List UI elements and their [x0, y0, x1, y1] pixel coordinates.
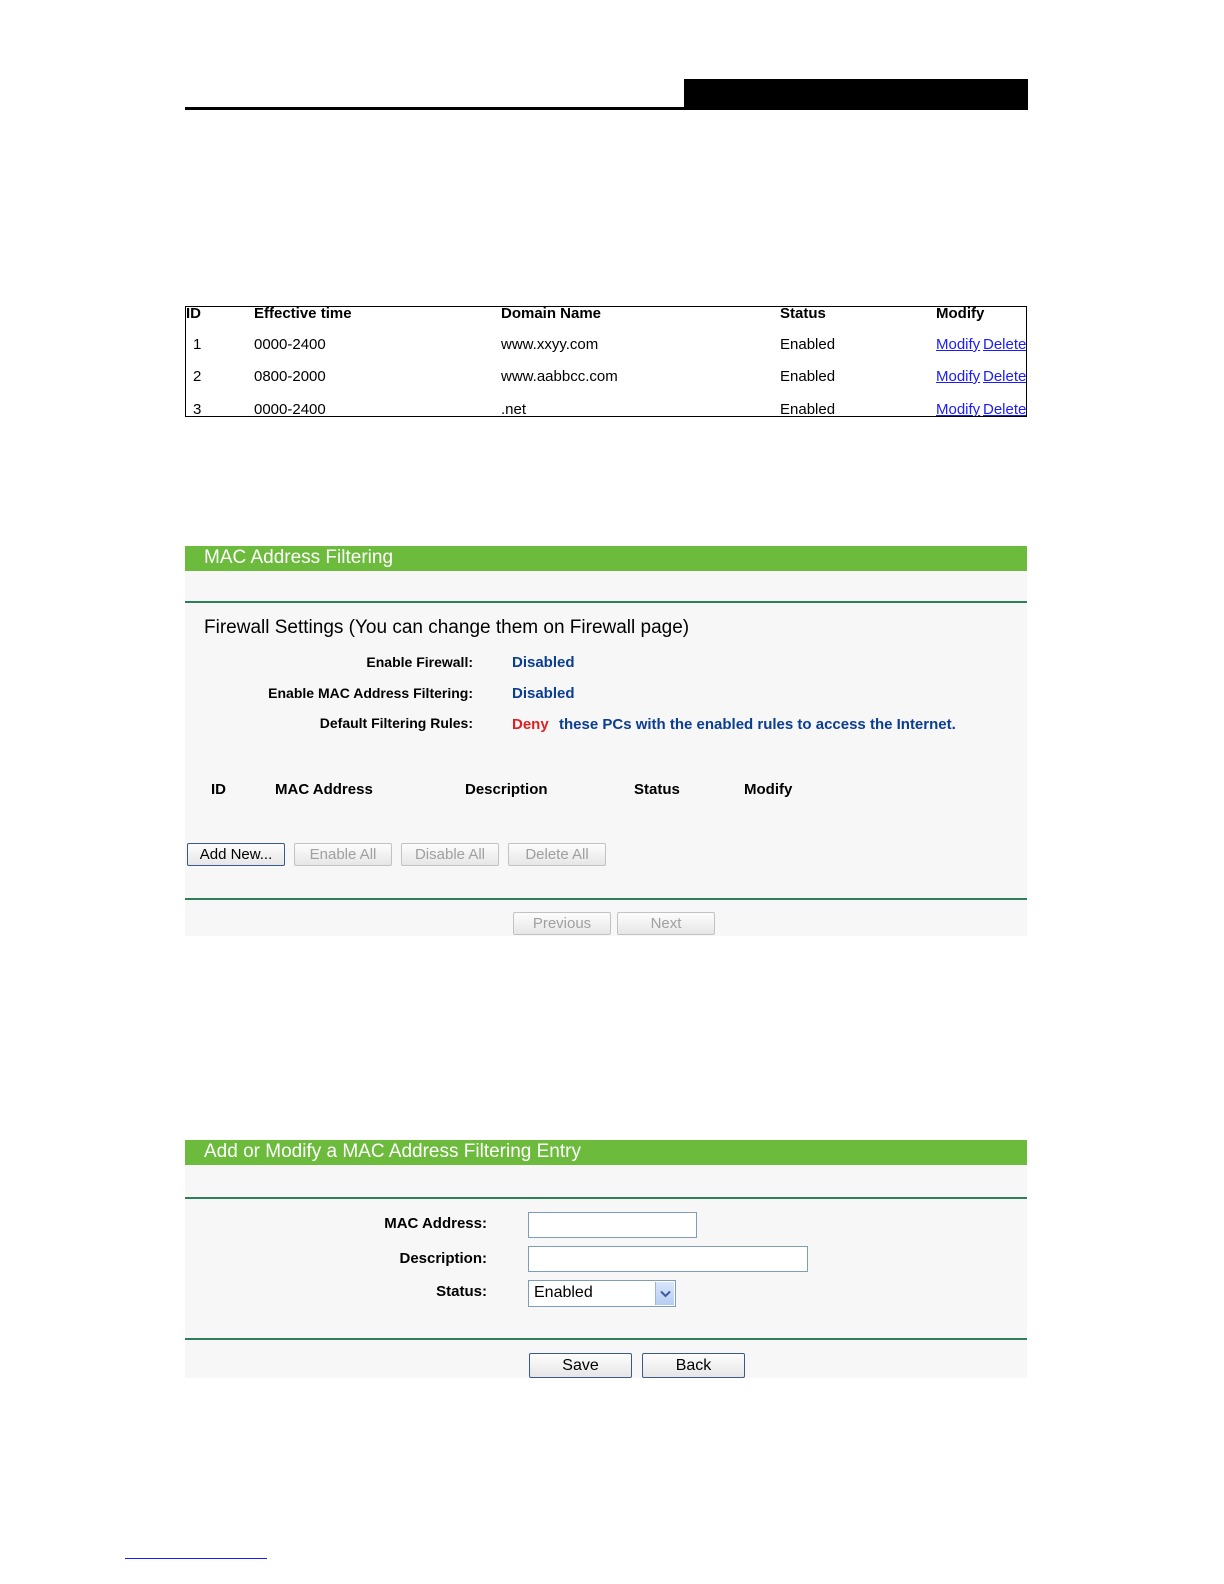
- panel-title-bar: [185, 546, 1027, 571]
- col-header-description: Description: [465, 781, 548, 798]
- mac-entry-panel: [185, 1140, 1027, 1378]
- enable-mac-filtering-label: Enable MAC Address Filtering:: [268, 685, 473, 701]
- panel-title: Add or Modify a MAC Address Filtering Entry: [204, 1141, 581, 1162]
- delete-link[interactable]: Delete: [983, 368, 1027, 385]
- enable-firewall-value: Disabled: [512, 654, 575, 671]
- status-select[interactable]: [528, 1280, 676, 1307]
- enable-firewall-label: Enable Firewall:: [366, 654, 473, 670]
- divider: [185, 601, 1027, 603]
- description-input[interactable]: [528, 1246, 808, 1272]
- row-domain: .net: [501, 401, 527, 417]
- next-button[interactable]: Next: [617, 912, 715, 935]
- modify-link[interactable]: Modify: [936, 336, 981, 353]
- col-header-status: Status: [780, 306, 826, 322]
- divider: [185, 1197, 1027, 1199]
- row-id: 2: [193, 368, 202, 385]
- header-rule: [185, 107, 1028, 110]
- description-label: Description:: [399, 1250, 487, 1267]
- col-header-id: ID: [186, 306, 201, 322]
- row-time: 0000-2400: [254, 336, 326, 353]
- delete-all-button[interactable]: Delete All: [508, 843, 606, 866]
- default-rules-text: these PCs with the enabled rules to access the Internet.: [559, 716, 956, 733]
- default-rules-deny: Deny: [512, 716, 549, 733]
- row-time: 0000-2400: [254, 401, 326, 417]
- col-header-id: ID: [211, 781, 226, 798]
- col-header-modify: Modify: [744, 781, 793, 798]
- status-select-value: Enabled: [534, 1284, 593, 1301]
- col-header-effective-time: Effective time: [254, 306, 352, 322]
- disable-all-button[interactable]: Disable All: [401, 843, 499, 866]
- divider: [185, 898, 1027, 900]
- domain-filter-table: [185, 306, 1027, 417]
- back-button[interactable]: Back: [642, 1353, 745, 1378]
- row-domain: www.aabbcc.com: [501, 368, 618, 385]
- row-status: Enabled: [780, 336, 836, 353]
- delete-link[interactable]: Delete: [983, 401, 1027, 417]
- panel-title-bar: [185, 1140, 1027, 1165]
- col-header-status: Status: [634, 781, 680, 798]
- col-header-mac-address: MAC Address: [275, 781, 373, 798]
- delete-link[interactable]: Delete: [983, 336, 1027, 353]
- row-id: 3: [193, 401, 202, 417]
- row-time: 0800-2000: [254, 368, 326, 385]
- add-new-button[interactable]: Add New...: [187, 843, 285, 866]
- save-button[interactable]: Save: [529, 1353, 632, 1378]
- modify-link[interactable]: Modify: [936, 401, 981, 417]
- status-label: Status:: [436, 1283, 487, 1300]
- footnote-rule: [125, 1558, 267, 1559]
- section-title: Firewall Settings (You can change them on Firewall page): [204, 617, 690, 638]
- mac-filtering-panel: [185, 546, 1027, 936]
- divider: [185, 1338, 1027, 1340]
- previous-button[interactable]: Previous: [513, 912, 611, 935]
- modify-link[interactable]: Modify: [936, 368, 981, 385]
- row-domain: www.xxyy.com: [501, 336, 599, 353]
- col-header-domain-name: Domain Name: [501, 306, 602, 322]
- panel-title: MAC Address Filtering: [204, 547, 394, 568]
- default-rules-label: Default Filtering Rules:: [319, 715, 473, 731]
- header-block: [684, 79, 1028, 110]
- enable-all-button[interactable]: Enable All: [294, 843, 392, 866]
- col-header-modify: Modify: [936, 306, 985, 322]
- row-id: 1: [193, 336, 202, 353]
- enable-mac-filtering-value: Disabled: [512, 685, 575, 702]
- mac-address-input[interactable]: [528, 1212, 697, 1238]
- row-status: Enabled: [780, 368, 836, 385]
- chevron-down-icon[interactable]: [655, 1282, 674, 1305]
- row-status: Enabled: [780, 401, 836, 417]
- mac-address-label: MAC Address:: [384, 1215, 487, 1232]
